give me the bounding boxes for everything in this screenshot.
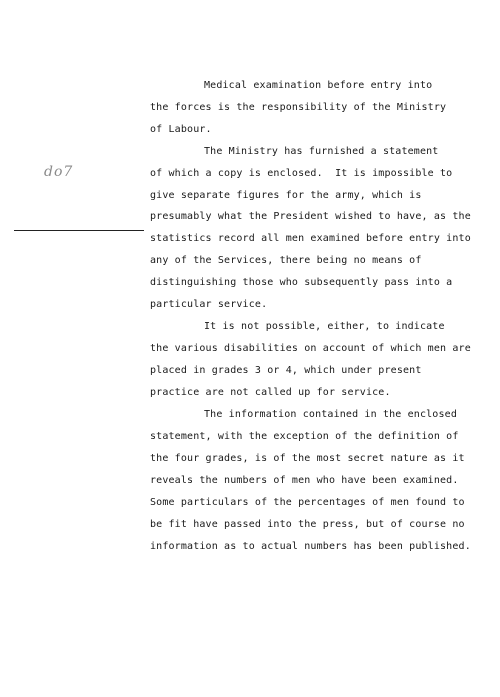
text-line: be fit have passed into the press, but of course no	[150, 519, 465, 530]
text-line: any of the Services, there being no means of	[150, 255, 422, 266]
text-line: the various disabilities on account of which men are	[150, 343, 471, 354]
text-line: distinguishing those who subsequently pass into a	[150, 277, 453, 288]
text-line: the forces is the responsibility of the Ministry	[150, 102, 447, 113]
text-line: presumably what the President wished to have, as the	[150, 211, 471, 222]
text-line: particular service.	[150, 299, 268, 310]
text-line: of which a copy is enclosed. It is impossible to	[150, 168, 453, 179]
text-line: placed in grades 3 or 4, which under present	[150, 365, 422, 376]
text-line: Medical examination before entry into	[204, 80, 433, 91]
text-line: reveals the numbers of men who have been examined.	[150, 475, 459, 486]
text-line: statement, with the exception of the definition of	[150, 431, 459, 442]
text-line: give separate figures for the army, which is	[150, 190, 422, 201]
text-line: It is not possible, either, to indicate	[204, 321, 445, 332]
text-line: The information contained in the enclosed	[204, 409, 457, 420]
text-line: The Ministry has furnished a statement	[204, 146, 439, 157]
text-line: practice are not called up for service.	[150, 387, 391, 398]
text-line: statistics record all men examined before entry into	[150, 233, 471, 244]
text-line: of Labour.	[150, 124, 212, 135]
margin-rule-line	[14, 230, 144, 231]
margin-handwritten-note: do7	[44, 164, 74, 180]
text-line: information as to actual numbers has been published.	[150, 541, 471, 552]
text-line: the four grades, is of the most secret nature as it	[150, 453, 465, 464]
text-line: Some particulars of the percentages of men found to	[150, 497, 465, 508]
